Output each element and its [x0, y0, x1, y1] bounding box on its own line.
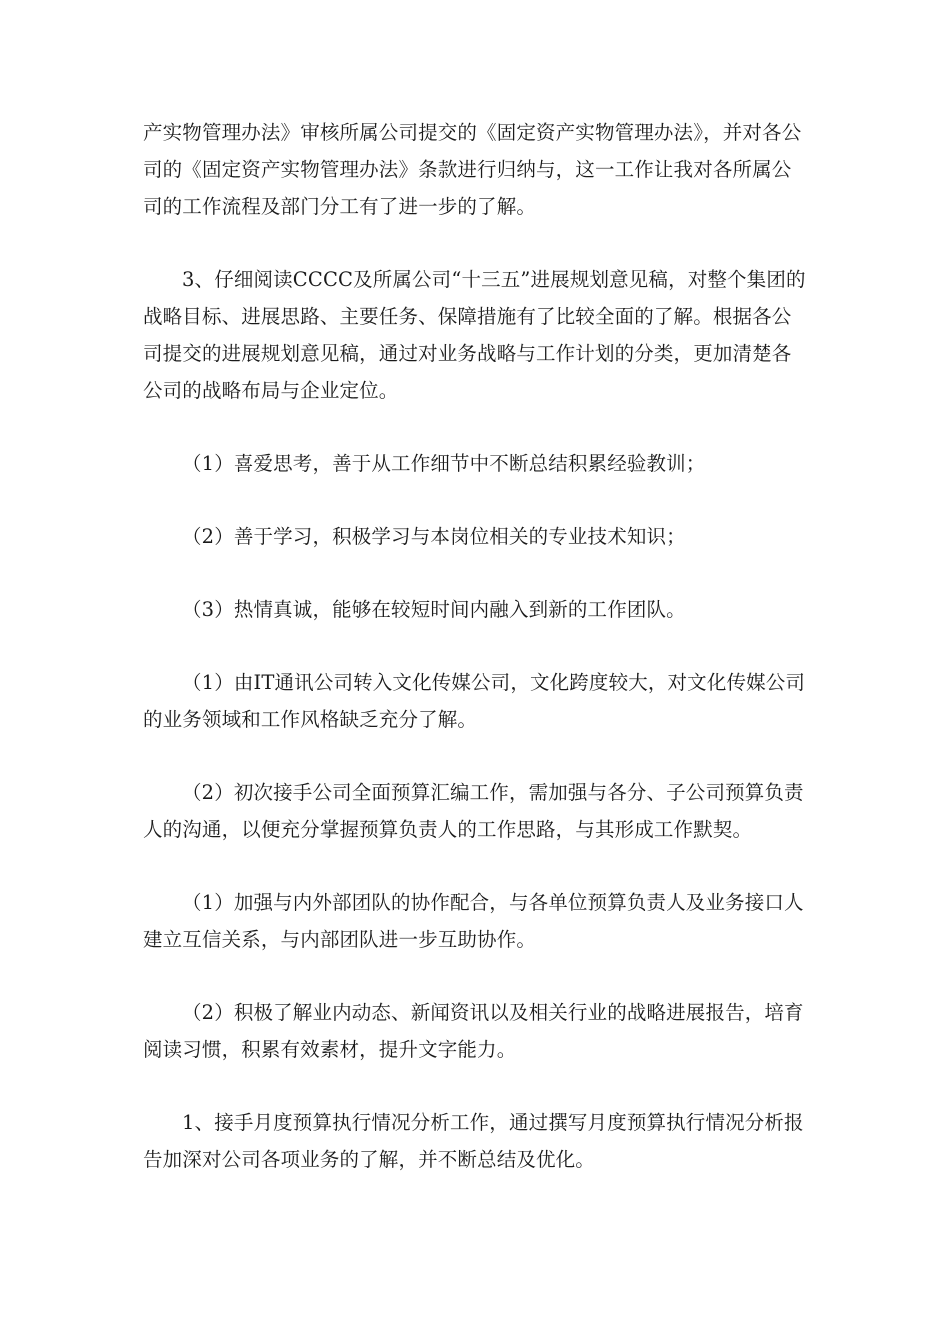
paragraph-item-3-planning: 3、仔细阅读CCCC及所属公司“十三五”进展规划意见稿，对整个集团的战略目标、进展思路、主要任务、保障措施有了比较全面的了解。根据各公司提交的进展规划意见稿，通过对业务战略与工作计划的分类，更加清楚各公司的战略布局与企业定位。 — [143, 268, 806, 402]
document-body — [143, 114, 808, 1214]
paragraph-improvement-2: （2）积极了解业内动态、新闻资讯以及相关行业的战略进展报告，培育阅读习惯，积累有效素材，提升文字能力。 — [143, 1001, 804, 1061]
paragraph-plan-1: 1、接手月度预算执行情况分析工作，通过撰写月度预算执行情况分析报告加深对公司各项业务的了解，并不断总结及优化。 — [143, 1111, 804, 1171]
paragraph-fixed-asset-continuation: 产实物管理办法》审核所属公司提交的《固定资产实物管理办法》，并对各公司的《固定资产实物管理办法》条款进行归纳与，这一工作让我对各所属公司的工作流程及部门分工有了进一步的了解。 — [143, 121, 802, 218]
paragraph-weakness-1: （1）由IT通讯公司转入文化传媒公司，文化跨度较大，对文化传媒公司的业务领域和工作风格缺乏充分了解。 — [143, 671, 806, 731]
paragraph-improvement-1: （1）加强与内外部团队的协作配合，与各单位预算负责人及业务接口人建立互信关系，与内部团队进一步互助协作。 — [143, 891, 804, 951]
paragraph-weakness-2: （2）初次接手公司全面预算汇编工作，需加强与各分、子公司预算负责人的沟通，以便充分掌握预算负责人的工作思路，与其形成工作默契。 — [143, 781, 804, 841]
paragraph-strength-2: （2）善于学习，积极学习与本岗位相关的专业技术知识； — [182, 525, 686, 548]
paragraph-strength-1: （1）喜爱思考，善于从工作细节中不断总结积累经验教训； — [182, 452, 706, 475]
paragraph-strength-3: （3）热情真诚，能够在较短时间内融入到新的工作团队。 — [182, 598, 686, 621]
